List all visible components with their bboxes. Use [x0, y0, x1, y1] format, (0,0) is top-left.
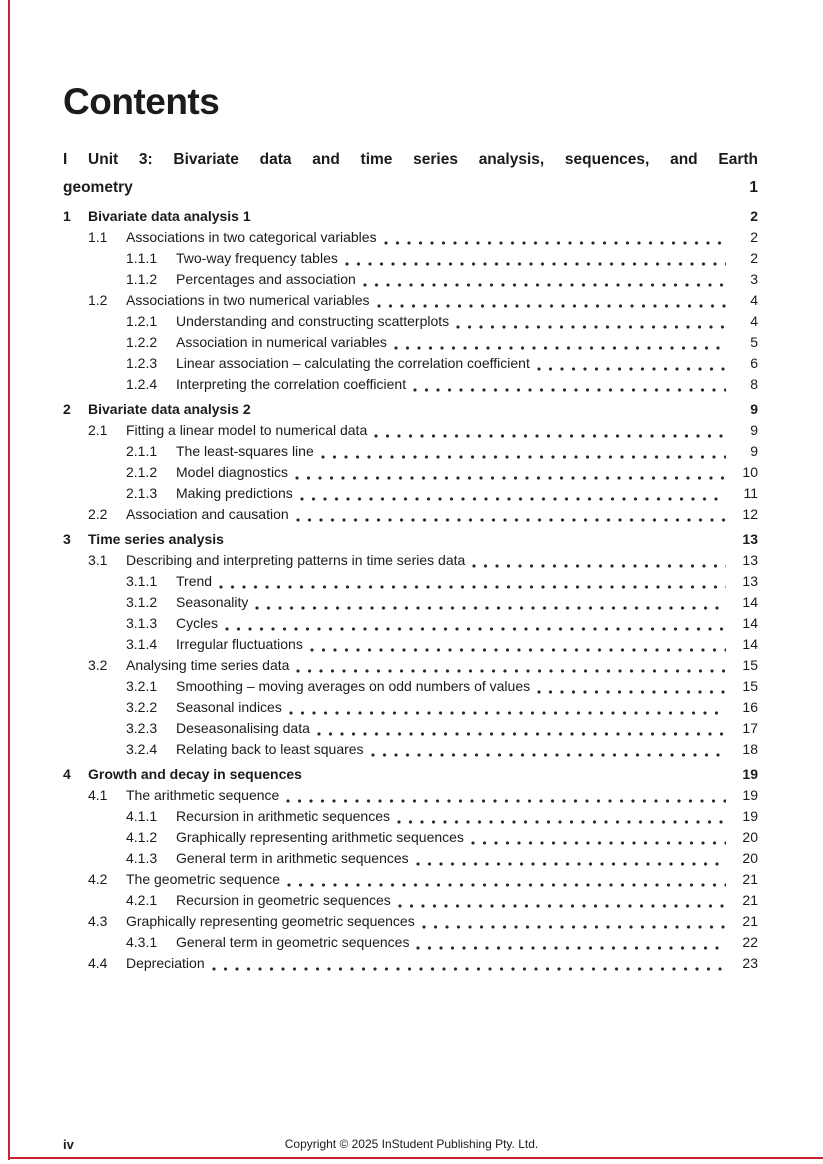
dot-leader [416, 862, 726, 866]
toc-title: Interpreting the correlation coefficient [176, 376, 407, 392]
toc-title: The geometric sequence [126, 871, 281, 887]
toc-page-number: 21 [742, 892, 758, 908]
toc-row [63, 311, 758, 332]
toc-number: 4.4 [88, 955, 108, 971]
toc-page-number: 17 [742, 720, 758, 736]
toc-page-number: 21 [742, 871, 758, 887]
toc-number: 2.1 [88, 422, 108, 438]
toc-row [63, 550, 758, 571]
toc-page-number: 11 [743, 485, 758, 501]
toc-title: Deseasonalising data [176, 720, 310, 736]
toc-row [63, 932, 758, 953]
dot-leader [384, 241, 726, 245]
toc-title: Time series analysis [88, 531, 224, 547]
toc-number: 1.2 [88, 292, 108, 308]
dot-leader [456, 325, 726, 329]
toc-page-number: 14 [742, 615, 758, 631]
toc-title: Trend [176, 573, 213, 589]
toc-title: Association in numerical variables [176, 334, 387, 350]
toc-page-number: 20 [742, 850, 758, 866]
toc-row [63, 764, 758, 785]
toc-number: 4.1.2 [126, 829, 158, 845]
toc-number: 3.1 [88, 552, 108, 568]
footer-page-label: iv [63, 1137, 74, 1152]
toc-page-number: 3 [750, 271, 758, 287]
toc-number: 4.1.1 [126, 808, 158, 824]
toc-row [63, 806, 758, 827]
dot-leader [317, 732, 726, 736]
toc-page-number: 22 [742, 934, 758, 950]
toc-title: Graphically representing geometric sequences [126, 913, 415, 929]
left-red-rule [8, 0, 10, 1160]
toc-page-number: 13 [742, 531, 758, 547]
toc-page-number: 2 [750, 208, 758, 224]
toc-title: Associations in two categorical variables [126, 229, 377, 245]
dot-leader [413, 388, 726, 392]
toc-title: The arithmetic sequence [126, 787, 280, 803]
toc-number: 3.2.1 [126, 678, 158, 694]
toc-page-number: 5 [750, 334, 758, 350]
dot-leader [310, 648, 726, 652]
toc-title: Irregular fluctuations [176, 636, 303, 652]
toc-title: Growth and decay in sequences [88, 766, 302, 782]
toc-title: Fitting a linear model to numerical data [126, 422, 368, 438]
toc-number: 2.1.2 [126, 464, 158, 480]
dot-leader [212, 967, 726, 971]
part-heading [63, 146, 758, 202]
part-heading-line1: I Unit 3: Bivariate data and time series analysis, sequences, and Earth [63, 151, 758, 168]
dot-leader [397, 820, 726, 824]
toc-number: 4 [63, 766, 71, 782]
toc-page-number: 15 [742, 657, 758, 673]
toc-page-number: 15 [742, 678, 758, 694]
toc-page-number: 4 [750, 313, 758, 329]
toc-row [63, 655, 758, 676]
toc-page-number: 13 [742, 552, 758, 568]
toc-page-number: 4 [750, 292, 758, 308]
toc-page-number: 23 [742, 955, 758, 971]
toc-row [63, 462, 758, 483]
dot-leader [471, 841, 726, 845]
toc-row [63, 441, 758, 462]
toc-row [63, 269, 758, 290]
toc-row [63, 718, 758, 739]
toc-title: Linear association – calculating the correlation coefficient [176, 355, 530, 371]
dot-leader [219, 585, 726, 589]
toc-page-number: 9 [750, 443, 758, 459]
toc-title: Bivariate data analysis 2 [88, 401, 251, 417]
toc-number: 4.3 [88, 913, 108, 929]
toc-list [63, 206, 758, 974]
dot-leader [296, 669, 726, 673]
toc-row [63, 697, 758, 718]
toc-title: Smoothing – moving averages on odd numbers of values [176, 678, 531, 694]
toc-row [63, 890, 758, 911]
toc-title: Associations in two numerical variables [126, 292, 370, 308]
toc-title: Bivariate data analysis 1 [88, 208, 251, 224]
dot-leader [321, 455, 726, 459]
toc-number: 1.2.2 [126, 334, 158, 350]
dot-leader [394, 346, 726, 350]
dot-leader [398, 904, 726, 908]
toc-number: 4.1.3 [126, 850, 158, 866]
dot-leader [416, 946, 726, 950]
dot-leader [225, 627, 726, 631]
toc-number: 1.1 [88, 229, 108, 245]
toc-page-number: 9 [750, 401, 758, 417]
toc-row [63, 848, 758, 869]
dot-leader [255, 606, 726, 610]
dot-leader [537, 690, 726, 694]
toc-row [63, 353, 758, 374]
toc-row [63, 227, 758, 248]
toc-row [63, 592, 758, 613]
part-page-number: 1 [749, 179, 758, 196]
toc-title: Analysing time series data [126, 657, 290, 673]
toc-title: Cycles [176, 615, 219, 631]
toc-number: 4.1 [88, 787, 108, 803]
toc-title: Recursion in geometric sequences [176, 892, 391, 908]
toc-page-number: 19 [742, 808, 758, 824]
toc-row [63, 827, 758, 848]
toc-page [63, 0, 758, 974]
toc-number: 3.1.4 [126, 636, 158, 652]
toc-row [63, 953, 758, 974]
toc-row [63, 374, 758, 395]
toc-row [63, 613, 758, 634]
toc-title: General term in geometric sequences [176, 934, 410, 950]
dot-leader [258, 413, 726, 417]
toc-title: Seasonality [176, 594, 249, 610]
dot-leader [309, 778, 726, 782]
dot-leader [258, 220, 726, 224]
toc-number: 2.2 [88, 506, 108, 522]
toc-number: 3.2.3 [126, 720, 158, 736]
toc-row [63, 911, 758, 932]
toc-page-number: 16 [742, 699, 758, 715]
dot-leader [300, 497, 726, 501]
toc-row [63, 483, 758, 504]
toc-number: 1.2.1 [126, 313, 158, 329]
toc-page-number: 10 [742, 464, 758, 480]
toc-number: 2 [63, 401, 71, 417]
toc-row [63, 869, 758, 890]
dot-leader [286, 799, 726, 803]
toc-page-number: 2 [750, 229, 758, 245]
toc-number: 3 [63, 531, 71, 547]
toc-page-number: 19 [742, 766, 758, 782]
dot-leader [472, 564, 726, 568]
toc-row [63, 634, 758, 655]
dot-leader [422, 925, 726, 929]
toc-number: 3.2.2 [126, 699, 158, 715]
toc-row [63, 504, 758, 525]
dot-leader [377, 304, 726, 308]
toc-title: Describing and interpreting patterns in time series data [126, 552, 466, 568]
toc-row [63, 206, 758, 227]
dot-leader [287, 883, 726, 887]
toc-number: 3.1.2 [126, 594, 158, 610]
toc-number: 1.2.4 [126, 376, 158, 392]
toc-number: 3.2 [88, 657, 108, 673]
toc-row [63, 399, 758, 420]
toc-title: Graphically representing arithmetic sequences [176, 829, 464, 845]
toc-page-number: 9 [750, 422, 758, 438]
footer [0, 1137, 823, 1152]
toc-title: Percentages and association [176, 271, 356, 287]
toc-row [63, 571, 758, 592]
toc-number: 4.2.1 [126, 892, 158, 908]
toc-number: 4.2 [88, 871, 108, 887]
part-heading-line2: geometry [63, 179, 133, 196]
toc-number: 3.1.3 [126, 615, 158, 631]
toc-row [63, 248, 758, 269]
toc-title: The least-squares line [176, 443, 314, 459]
toc-title: Understanding and constructing scatterplots [176, 313, 450, 329]
footer-copyright: Copyright © 2025 InStudent Publishing Pty. Ltd. [284, 1137, 539, 1151]
dot-leader [231, 543, 726, 547]
dot-leader [374, 434, 726, 438]
dot-leader [289, 711, 726, 715]
toc-row [63, 785, 758, 806]
toc-number: 2.1.1 [126, 443, 158, 459]
toc-title: Two-way frequency tables [176, 250, 338, 266]
toc-title: Model diagnostics [176, 464, 289, 480]
toc-row [63, 332, 758, 353]
toc-page-number: 20 [742, 829, 758, 845]
toc-row [63, 739, 758, 760]
dot-leader [371, 753, 726, 757]
toc-row [63, 420, 758, 441]
toc-title: General term in arithmetic sequences [176, 850, 409, 866]
toc-row [63, 676, 758, 697]
dot-leader [296, 518, 726, 522]
toc-title: Depreciation [126, 955, 205, 971]
toc-page-number: 8 [750, 376, 758, 392]
toc-number: 3.1.1 [126, 573, 158, 589]
toc-number: 1 [63, 208, 71, 224]
toc-number: 4.3.1 [126, 934, 158, 950]
page-title: Contents [63, 81, 220, 122]
toc-title: Making predictions [176, 485, 293, 501]
toc-title: Association and causation [126, 506, 289, 522]
bottom-red-rule [8, 1157, 823, 1159]
toc-title: Recursion in arithmetic sequences [176, 808, 390, 824]
dot-leader [363, 283, 726, 287]
toc-page-number: 21 [742, 913, 758, 929]
toc-number: 1.1.2 [126, 271, 158, 287]
toc-number: 3.2.4 [126, 741, 158, 757]
toc-title: Relating back to least squares [176, 741, 364, 757]
toc-title: Seasonal indices [176, 699, 282, 715]
toc-page-number: 18 [742, 741, 758, 757]
toc-number: 1.1.1 [126, 250, 158, 266]
toc-page-number: 14 [742, 594, 758, 610]
dot-leader [295, 476, 726, 480]
toc-row [63, 529, 758, 550]
dot-leader [537, 367, 726, 371]
toc-number: 2.1.3 [126, 485, 158, 501]
toc-page-number: 12 [742, 506, 758, 522]
toc-page-number: 19 [742, 787, 758, 803]
toc-page-number: 2 [750, 250, 758, 266]
dot-leader [345, 262, 726, 266]
toc-row [63, 290, 758, 311]
toc-page-number: 13 [742, 573, 758, 589]
toc-page-number: 14 [742, 636, 758, 652]
toc-page-number: 6 [750, 355, 758, 371]
toc-number: 1.2.3 [126, 355, 158, 371]
